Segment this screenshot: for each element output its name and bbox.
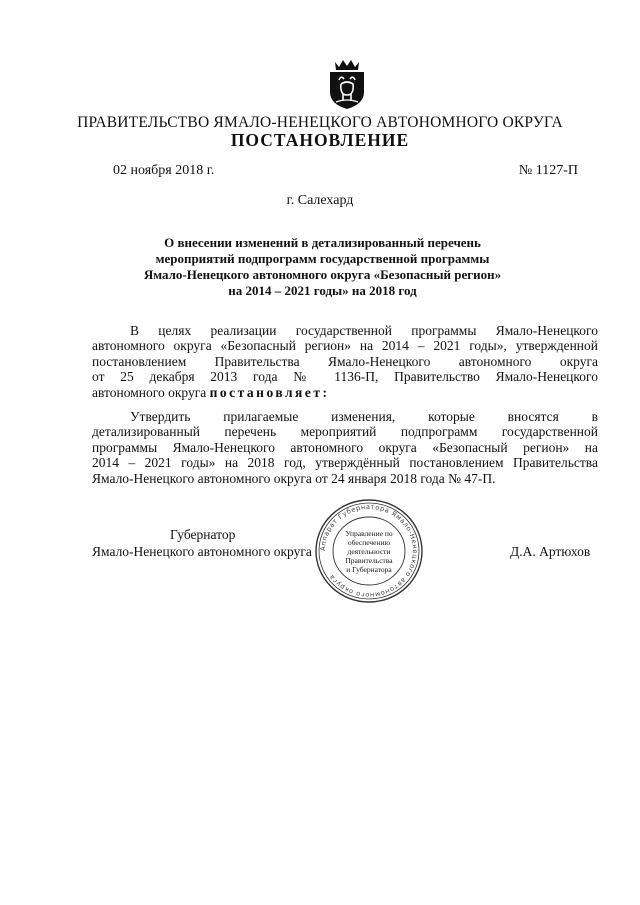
seal-inner-text xyxy=(336,529,402,574)
seal-line: деятельности xyxy=(347,547,391,556)
document-type: ПОСТАНОВЛЕНИЕ xyxy=(230,130,410,150)
paragraph-line: постановлением Правительства Ямало-Ненецкого автономного округа xyxy=(92,353,598,369)
document-date: 02 ноября 2018 г. xyxy=(113,163,215,178)
title-line: мероприятий подпрограмм государственной программы xyxy=(155,251,490,266)
document-number: № 1127-П xyxy=(518,163,578,178)
paragraph-line: программы Ямало-Ненецкого автономного округа «Безопасный регион» на xyxy=(92,439,598,455)
paragraph-line: 2014 – 2021 годы» на 2018 год, утверждённый постановлением Правительства xyxy=(92,455,598,471)
paragraph-line: Утвердить прилагаемые изменения, которые вносятся в xyxy=(130,409,598,424)
paragraph-line: детализированный перечень мероприятий подпрограмм государственной xyxy=(92,424,598,440)
paragraph-line: от 25 декабря 2013 года № 1136-П, Правительство Ямало-Ненецкого xyxy=(92,369,598,385)
paragraph-line: автономного округа «Безопасный регион» на 2014 – 2021 годы», утвержденной xyxy=(92,338,598,354)
seal-line: и Губернатора xyxy=(346,565,392,574)
seal-line: Управление по xyxy=(345,529,393,538)
title-line: Ямало-Ненецкого автономного округа «Безопасный регион» xyxy=(143,267,502,282)
paragraph-line: Ямало-Ненецкого автономного округа от 24 января 2018 года № 47-П. xyxy=(92,470,496,486)
organization-name: ПРАВИТЕЛЬСТВО ЯМАЛО-НЕНЕЦКОГО АВТОНОМНОГО ОКРУГА xyxy=(77,114,563,131)
paragraph-line xyxy=(92,385,598,400)
decree-keyword: постановляет: xyxy=(209,384,330,400)
signatory-title: Губернатор xyxy=(170,527,236,542)
signatory-name: Д.А. Артюхов xyxy=(510,544,591,559)
body-paragraph-1 xyxy=(92,323,598,400)
document-title xyxy=(100,235,545,299)
seal-ring-text: Аппарат Губернатора Ямало-Ненецкого автономного округа xyxy=(318,502,420,600)
title-line: на 2014 – 2021 годы» на 2018 год xyxy=(228,283,417,298)
coat-of-arms-icon xyxy=(327,58,367,110)
document-city: г. Салехард xyxy=(286,193,354,208)
seal-line: Правительства xyxy=(345,556,393,565)
paragraph-line-start: автономного округа xyxy=(92,384,210,400)
signatory-subtitle: Ямало-Ненецкого автономного округа xyxy=(92,544,312,559)
seal-line: обеспечению xyxy=(347,538,391,547)
body-paragraph-2 xyxy=(92,409,598,486)
title-line: О внесении изменений в детализированный перечень xyxy=(164,235,481,250)
paragraph-line: В целях реализации государственной программы Ямало-Ненецкого xyxy=(130,323,598,338)
